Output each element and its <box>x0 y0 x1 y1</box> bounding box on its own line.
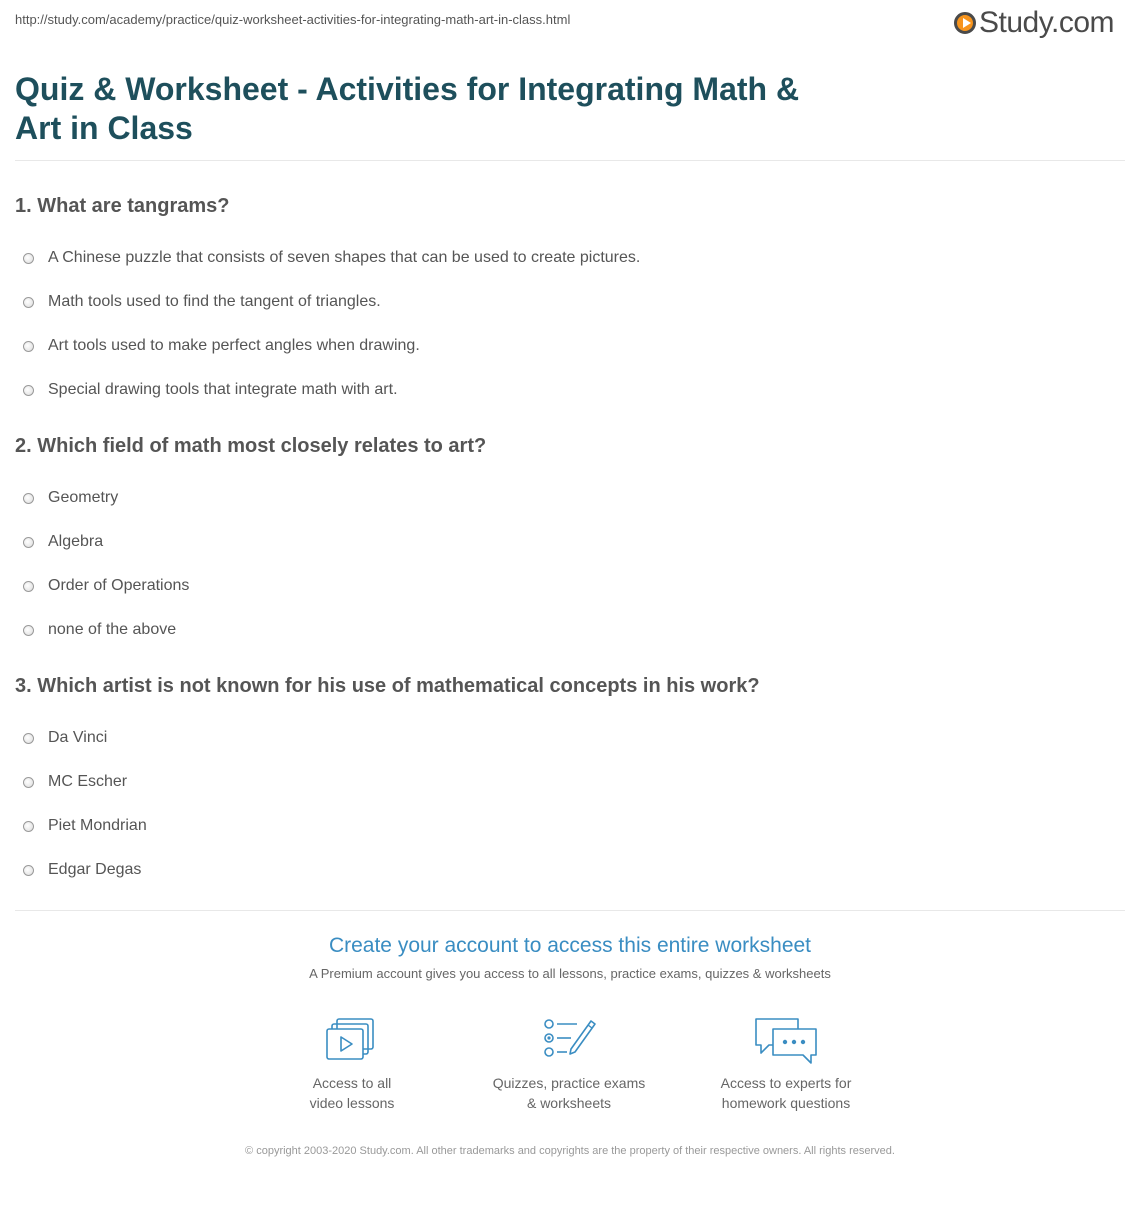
feature-label-line: & worksheets <box>526 1095 612 1111</box>
option-label: none of the above <box>48 621 177 638</box>
answer-option[interactable] <box>15 324 1115 368</box>
option-label: Piet Mondrian <box>48 817 147 834</box>
play-logo-icon <box>954 12 976 34</box>
answer-option[interactable] <box>15 564 1115 608</box>
radio-button[interactable] <box>23 297 34 308</box>
option-label: MC Escher <box>48 773 128 790</box>
study-logo[interactable] <box>954 6 1114 40</box>
answer-option[interactable] <box>15 716 1115 760</box>
question-3 <box>15 673 1115 892</box>
radio-button[interactable] <box>23 733 34 744</box>
feature-quizzes <box>469 1015 669 1113</box>
radio-button[interactable] <box>23 581 34 592</box>
signup-cta <box>0 934 1140 981</box>
feature-label <box>469 1073 669 1113</box>
radio-button[interactable] <box>23 493 34 504</box>
question-title: 1. What are tangrams? <box>15 195 230 217</box>
question-1 <box>15 193 1115 412</box>
option-label: A Chinese puzzle that consists of seven shapes that can be used to create pictures. <box>48 249 641 266</box>
feature-video-lessons <box>252 1015 452 1113</box>
option-label: Geometry <box>48 489 119 506</box>
question-title: 3. Which artist is not known for his use of mathematical concepts in his work? <box>15 675 760 697</box>
radio-button[interactable] <box>23 385 34 396</box>
answer-option[interactable] <box>15 608 1115 652</box>
option-label: Math tools used to find the tangent of triangles. <box>48 293 381 310</box>
logo-text: Study.com <box>979 6 1114 39</box>
chat-bubbles-icon <box>753 1015 819 1065</box>
question-2 <box>15 433 1115 652</box>
answer-option[interactable] <box>15 804 1115 848</box>
answer-option[interactable] <box>15 280 1115 324</box>
copyright-text: © copyright 2003-2020 Study.com. All other trademarks and copyrights are the property of their respective owners. All rights reserved. <box>245 1145 895 1157</box>
question-title: 2. Which field of math most closely relates to art? <box>15 435 487 457</box>
answer-option[interactable] <box>15 368 1115 412</box>
option-label: Order of Operations <box>48 577 190 594</box>
answer-option[interactable] <box>15 476 1115 520</box>
answer-option[interactable] <box>15 520 1115 564</box>
radio-button[interactable] <box>23 253 34 264</box>
option-label: Special drawing tools that integrate math with art. <box>48 381 398 398</box>
radio-button[interactable] <box>23 341 34 352</box>
page-title: Quiz & Worksheet - Activities for Integrating Math & Art in Class <box>15 71 800 146</box>
radio-button[interactable] <box>23 821 34 832</box>
option-label: Da Vinci <box>48 729 108 746</box>
feature-label <box>252 1073 452 1113</box>
quiz-checklist-icon <box>541 1015 597 1065</box>
answer-option[interactable] <box>15 848 1115 892</box>
answer-option[interactable] <box>15 236 1115 280</box>
radio-button[interactable] <box>23 537 34 548</box>
option-label: Edgar Degas <box>48 861 142 878</box>
divider <box>15 910 1125 911</box>
radio-button[interactable] <box>23 865 34 876</box>
feature-label-line: video lessons <box>309 1095 395 1111</box>
radio-button[interactable] <box>23 777 34 788</box>
option-label: Algebra <box>48 533 104 550</box>
feature-label-line: Access to all <box>312 1075 392 1091</box>
feature-label-line: homework questions <box>721 1095 851 1111</box>
feature-experts <box>686 1015 886 1113</box>
copyright-footer <box>0 1143 1140 1160</box>
feature-label <box>686 1073 886 1113</box>
feature-label-line: Access to experts for <box>720 1075 852 1091</box>
radio-button[interactable] <box>23 625 34 636</box>
divider <box>15 160 1125 161</box>
option-label: Art tools used to make perfect angles when drawing. <box>48 337 420 354</box>
video-lessons-icon <box>324 1015 380 1065</box>
cta-subtitle: A Premium account gives you access to all lessons, practice exams, quizzes & worksheets <box>309 966 831 981</box>
cta-title-link[interactable]: Create your account to access this entire worksheet <box>328 934 812 957</box>
feature-label-line: Quizzes, practice exams <box>492 1075 646 1091</box>
page-url: http://study.com/academy/practice/quiz-worksheet-activities-for-integrating-math-art-in-class.html <box>15 12 571 27</box>
answer-option[interactable] <box>15 760 1115 804</box>
